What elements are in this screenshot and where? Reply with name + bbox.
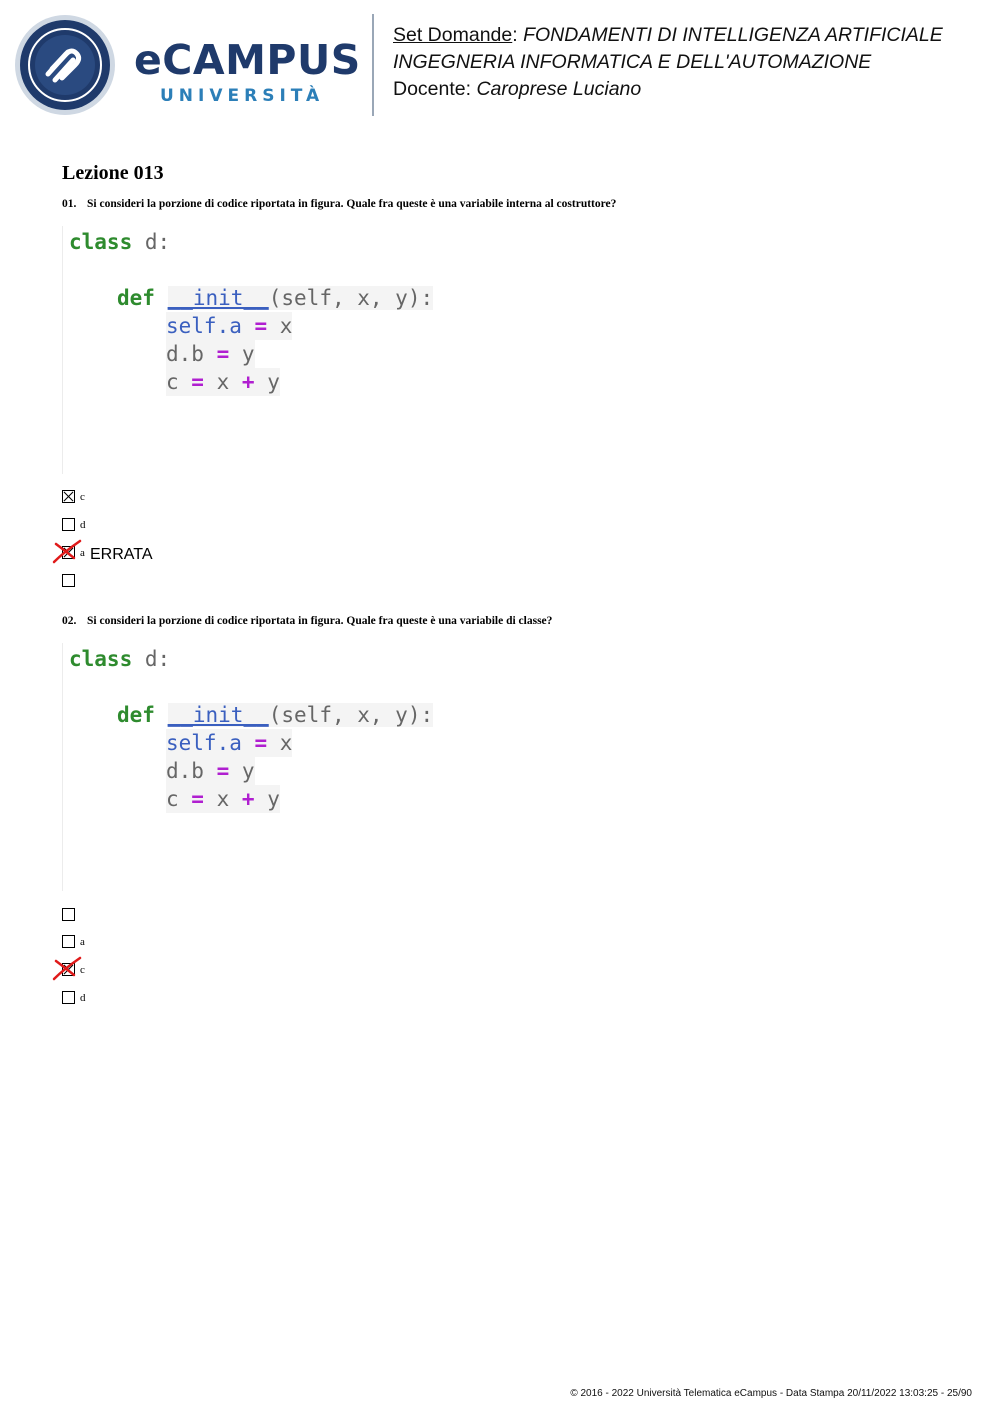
- question-text: Si consideri la porzione di codice riportata in figura. Quale fra queste è una variabile di classe?: [87, 615, 553, 627]
- set-label: Set Domande: [393, 24, 513, 46]
- question-1: [62, 198, 616, 210]
- page-footer: © 2016 - 2022 Università Telematica eCampus - Data Stampa 20/11/2022 13:03:25 - 25/90: [570, 1388, 972, 1399]
- course-program: INGEGNERIA INFORMATICA E DELL'AUTOMAZIONE: [393, 51, 872, 73]
- teacher-label: Docente:: [393, 78, 477, 100]
- teacher-name: Caroprese Luciano: [476, 78, 642, 100]
- code-figure-1: class d: def __init__(self, x, y): self.a = x d.b = y c = x + y: [62, 226, 443, 474]
- checkbox[interactable]: [62, 908, 75, 921]
- ecampus-seal-logo: [14, 14, 116, 116]
- logo-subtitle: UNIVERSITÀ: [160, 86, 325, 106]
- question-text: Si consideri la porzione di codice riportata in figura. Quale fra queste è una variabile interna al costruttore?: [87, 198, 617, 210]
- result-errata: ERRATA: [90, 546, 153, 563]
- question-number: 02.: [62, 615, 77, 627]
- question-2: [62, 615, 552, 627]
- lesson-title: Lezione 013: [62, 162, 164, 184]
- checked-checkbox[interactable]: [62, 490, 75, 503]
- question-number: 01.: [62, 198, 77, 210]
- red-cross-mark-icon: [50, 538, 86, 568]
- header-text: Set Domande: FONDAMENTI DI INTELLIGENZA ARTIFICIALE INGEGNERIA INFORMATICA E DELL'AUTOMAZIONE Docente: Caroprese Luciano: [393, 24, 943, 100]
- checkbox[interactable]: [62, 935, 75, 948]
- checkbox[interactable]: [62, 991, 75, 1004]
- red-cross-mark-icon: [50, 955, 86, 985]
- header-divider: [372, 14, 374, 116]
- code-figure-2: class d: def __init__(self, x, y): self.a = x d.b = y c = x + y: [62, 643, 443, 891]
- checkbox[interactable]: [62, 574, 75, 587]
- course-title: FONDAMENTI DI INTELLIGENZA ARTIFICIALE: [523, 24, 943, 46]
- checkbox[interactable]: [62, 518, 75, 531]
- page-header: [0, 0, 1000, 130]
- logo-wordmark: eCAMPUS: [134, 36, 361, 84]
